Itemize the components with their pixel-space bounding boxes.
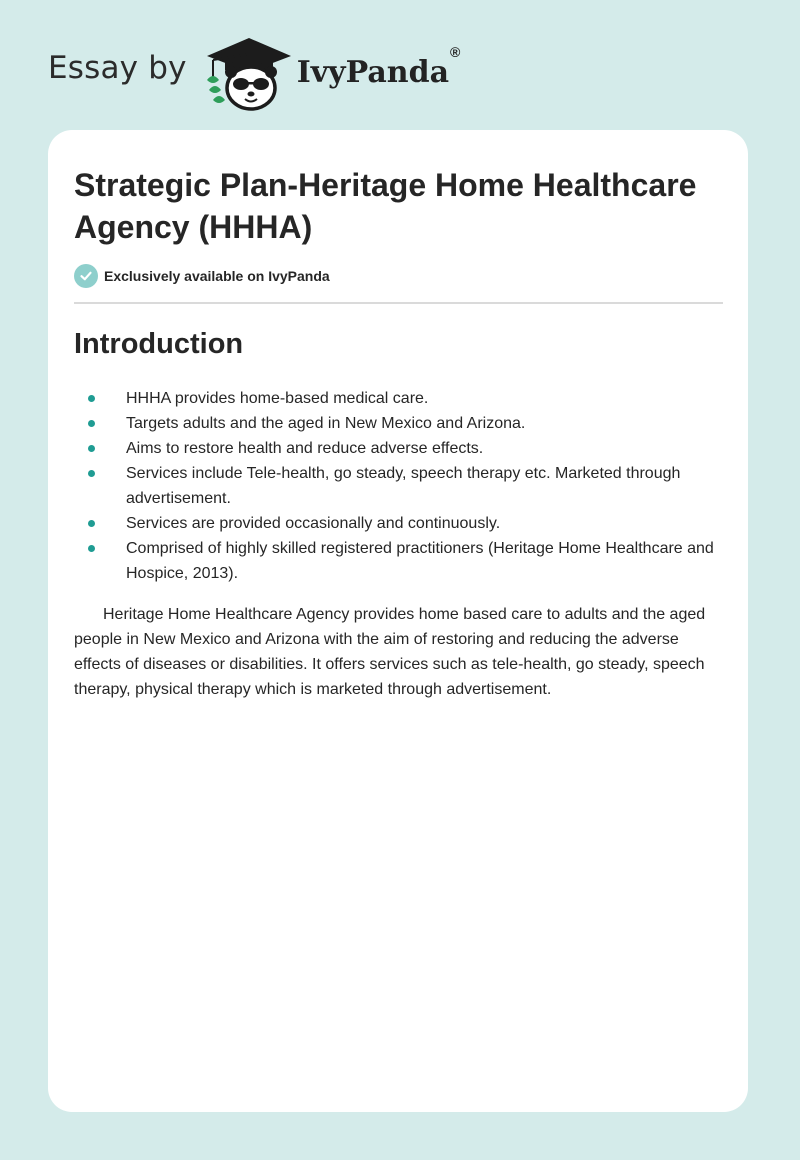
site-header [48, 36, 460, 112]
list-item: Services are provided occasionally and continuously. [74, 511, 724, 536]
registered-mark: ® [450, 43, 461, 60]
essay-title: Strategic Plan-Heritage Home Healthcare Agency (HHHA) [74, 167, 697, 245]
panda-logo-icon[interactable] [203, 36, 295, 112]
check-icon [74, 264, 98, 288]
section-heading: Introduction [74, 328, 244, 360]
brand-name[interactable]: IvyPanda® [296, 43, 461, 90]
essay-by-label: Essay by [48, 50, 187, 86]
bullet-list [74, 386, 724, 586]
list-item: HHHA provides home-based medical care. [74, 386, 724, 411]
bullet-dot [88, 545, 95, 552]
list-item: Services include Tele-health, go steady, speech therapy etc. Marketed through advertisement. [74, 461, 724, 511]
list-item: Targets adults and the aged in New Mexico and Arizona. [74, 411, 724, 436]
bullet-dot [88, 445, 95, 452]
exclusive-badge [74, 264, 330, 288]
list-item: Comprised of highly skilled registered practitioners (Heritage Home Healthcare and Hospice, 2013). [74, 536, 724, 586]
bullet-dot [88, 395, 95, 402]
badge-text: Exclusively available on IvyPanda [104, 268, 330, 284]
divider [74, 302, 723, 304]
bullet-dot [88, 420, 95, 427]
body-paragraph: Heritage Home Healthcare Agency provides home based care to adults and the aged people in New Mexico and Arizona with the aim of restoring and reducing the adverse effects of diseases or disabilities. It offers services such as tele-health, go steady, speech therapy, physical therapy which is marketed through advertisement. [74, 606, 706, 698]
bullet-dot [88, 470, 95, 477]
bullet-dot [88, 520, 95, 527]
essay-card [48, 130, 748, 1112]
list-item: Aims to restore health and reduce adverse effects. [74, 436, 724, 461]
